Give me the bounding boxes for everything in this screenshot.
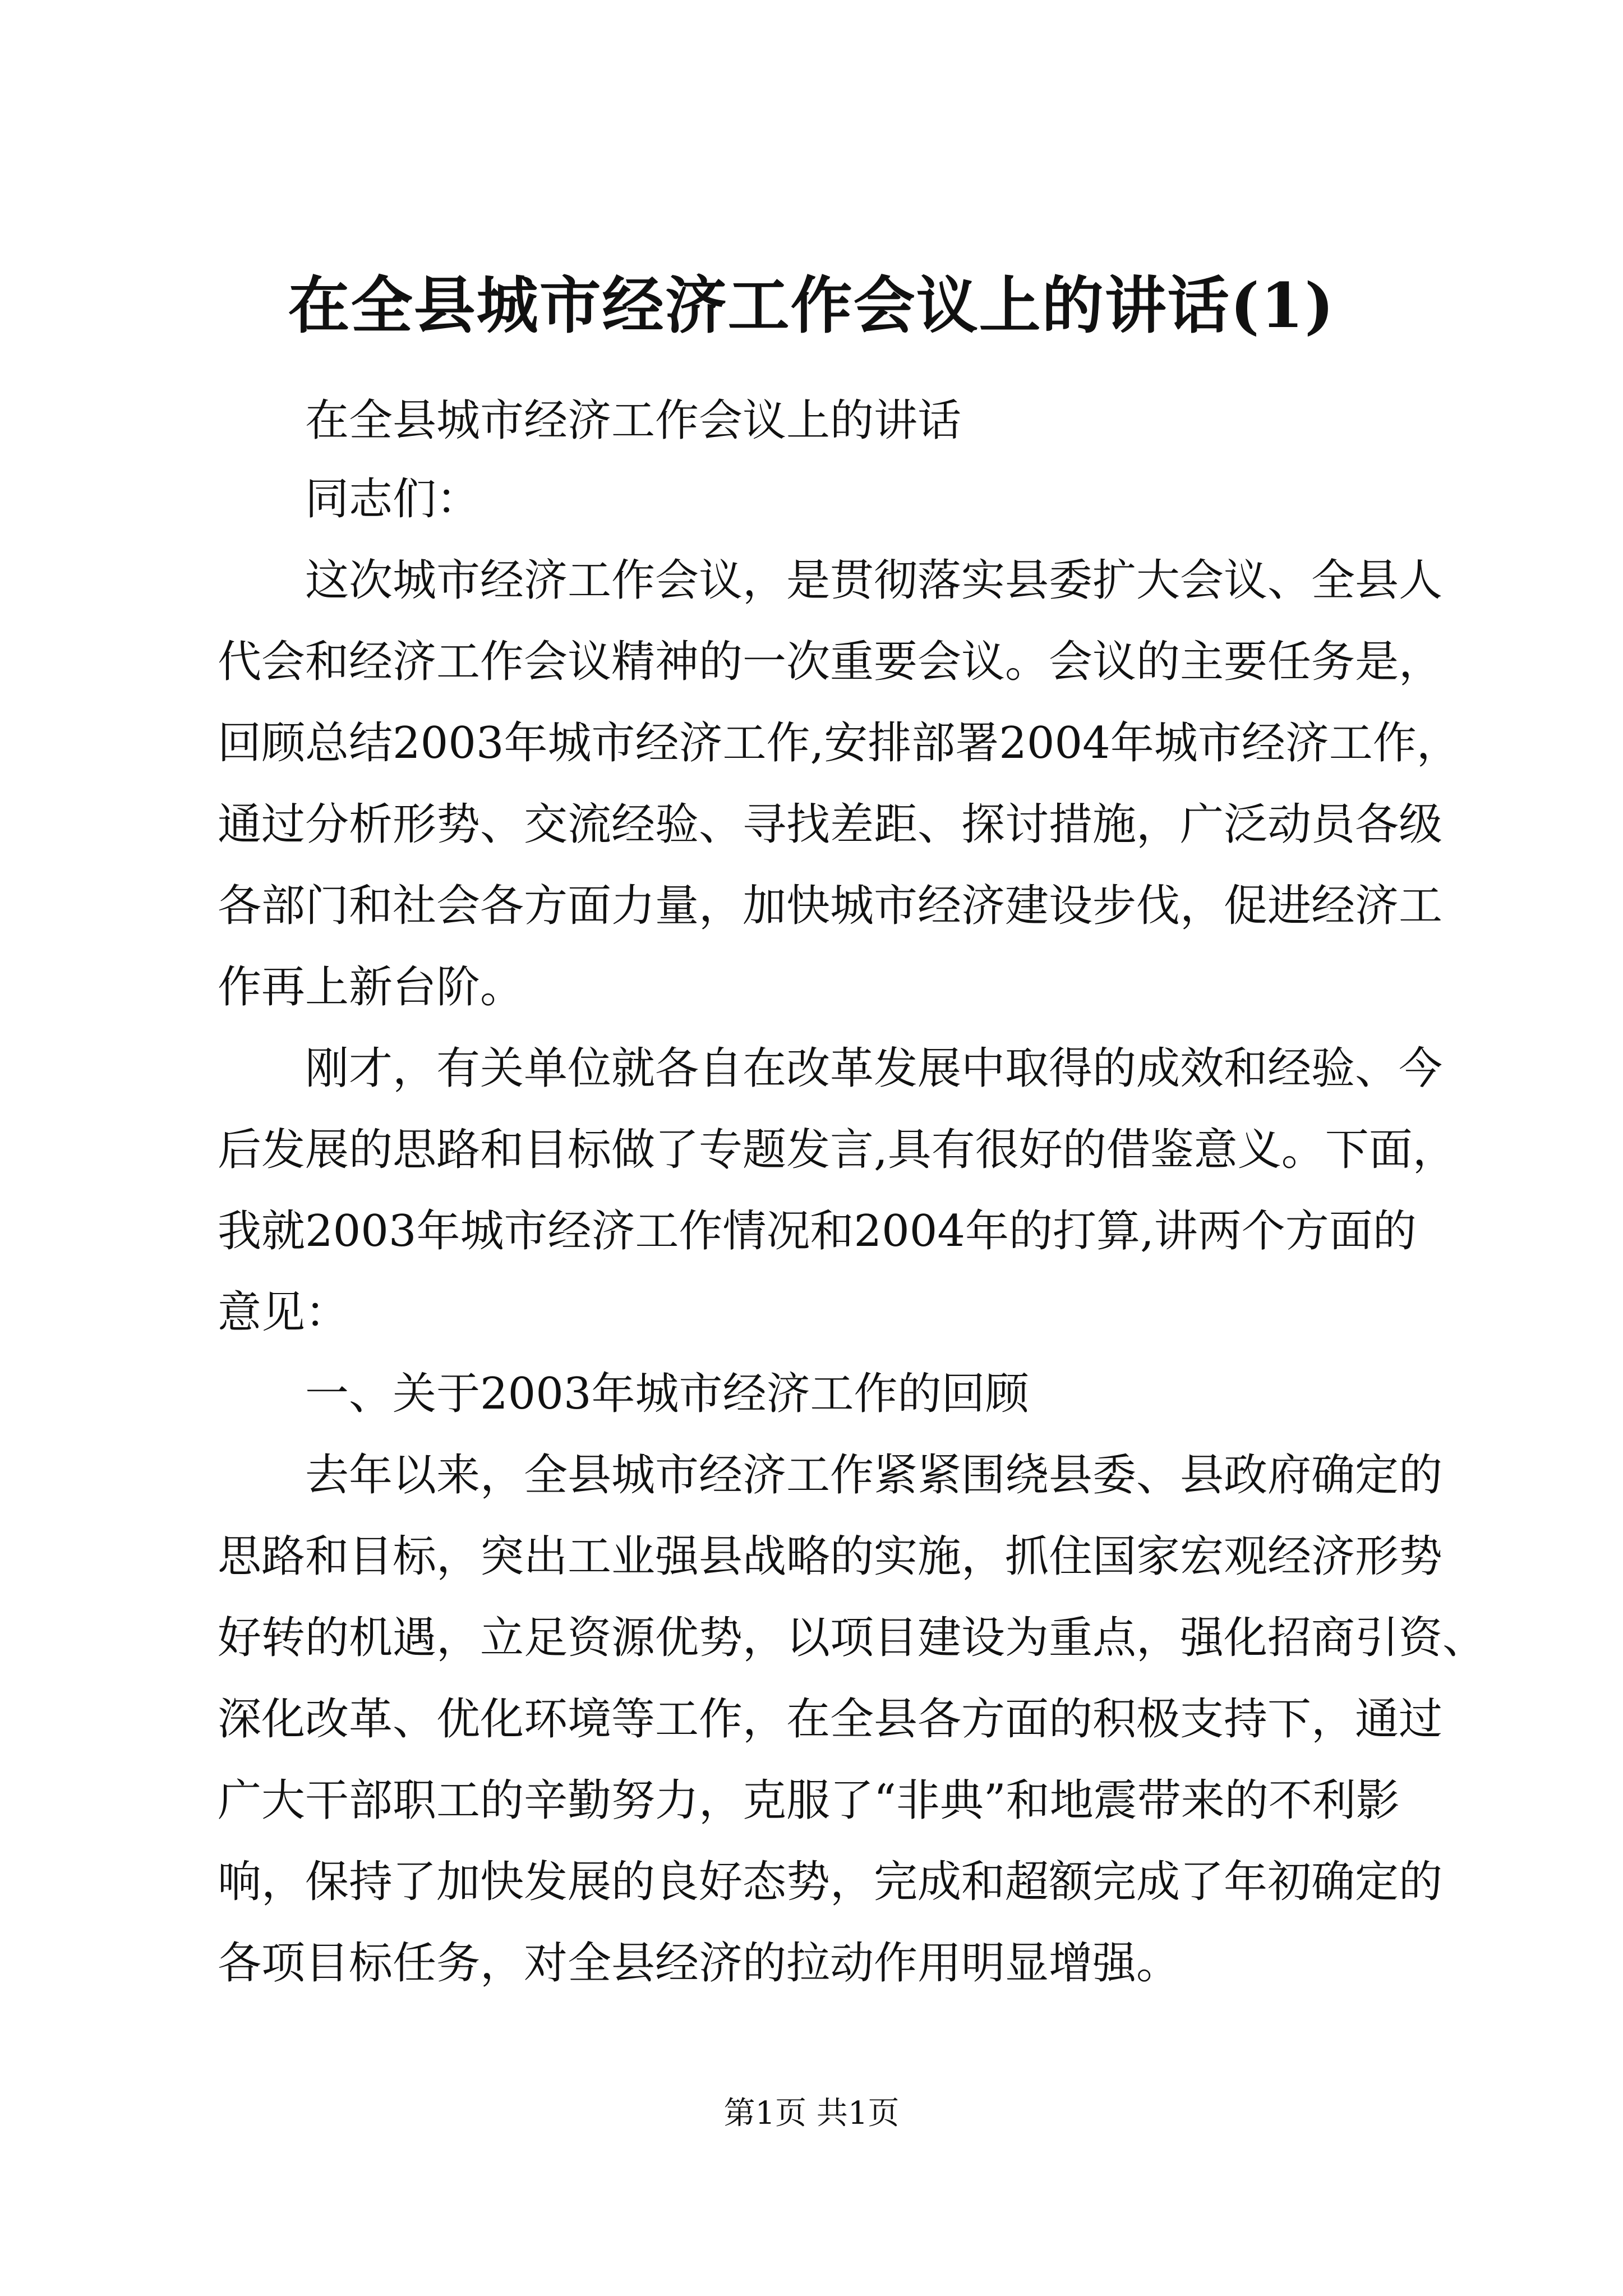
paragraph-line: 作再上新台阶。 xyxy=(218,962,524,1013)
page-number-footer: 第1页 共1页 xyxy=(723,2095,900,2132)
paragraph-line: 这次城市经济工作会议，是贯彻落实县委扩大会议、全县人 xyxy=(305,555,1443,606)
paragraph-line: 深化改革、优化环境等工作，在全县各方面的积极支持下，通过 xyxy=(218,1694,1443,1745)
paragraph-line: 后发展的思路和目标做了专题发言,具有很好的借鉴意义。下面， xyxy=(218,1125,1456,1175)
paragraph-line: 响，保持了加快发展的良好态势，完成和超额完成了年初确定的 xyxy=(218,1857,1443,1907)
paragraph-line: 回顾总结2003年城市经济工作,安排部署2004年城市经济工作， xyxy=(218,718,1460,769)
paragraph-line: 意见： xyxy=(218,1287,349,1338)
section-heading: 一、关于2003年城市经济工作的回顾 xyxy=(305,1369,1029,1419)
subtitle-line: 在全县城市经济工作会议上的讲话 xyxy=(305,395,962,446)
paragraph-line: 我就2003年城市经济工作情况和2004年的打算,讲两个方面的 xyxy=(218,1206,1417,1257)
salutation-line: 同志们： xyxy=(305,474,481,524)
paragraph-line: 思路和目标，突出工业强县战略的实施，抓住国家宏观经济形势 xyxy=(218,1531,1443,1582)
paragraph-line: 去年以来，全县城市经济工作紧紧围绕县委、县政府确定的 xyxy=(305,1450,1443,1501)
paragraph-line: 好转的机遇，立足资源优势，以项目建设为重点，强化招商引资、 xyxy=(218,1613,1487,1663)
paragraph-line: 各项目标任务，对全县经济的拉动作用明显增强。 xyxy=(218,1938,1181,1989)
paragraph-line: 广大干部职工的辛勤努力，克服了“非典”和地震带来的不利影 xyxy=(218,1775,1400,1826)
paragraph-line: 通过分析形势、交流经验、寻找差距、探讨措施，广泛动员各级 xyxy=(218,799,1443,850)
paragraph-line: 各部门和社会各方面力量，加快城市经济建设步伐，促进经济工 xyxy=(218,881,1443,931)
document-title: 在全县城市经济工作会议上的讲话(1) xyxy=(288,269,1335,342)
paragraph-line: 代会和经济工作会议精神的一次重要会议。会议的主要任务是， xyxy=(218,637,1443,687)
paragraph-line: 刚才，有关单位就各自在改革发展中取得的成效和经验、今 xyxy=(305,1043,1443,1094)
